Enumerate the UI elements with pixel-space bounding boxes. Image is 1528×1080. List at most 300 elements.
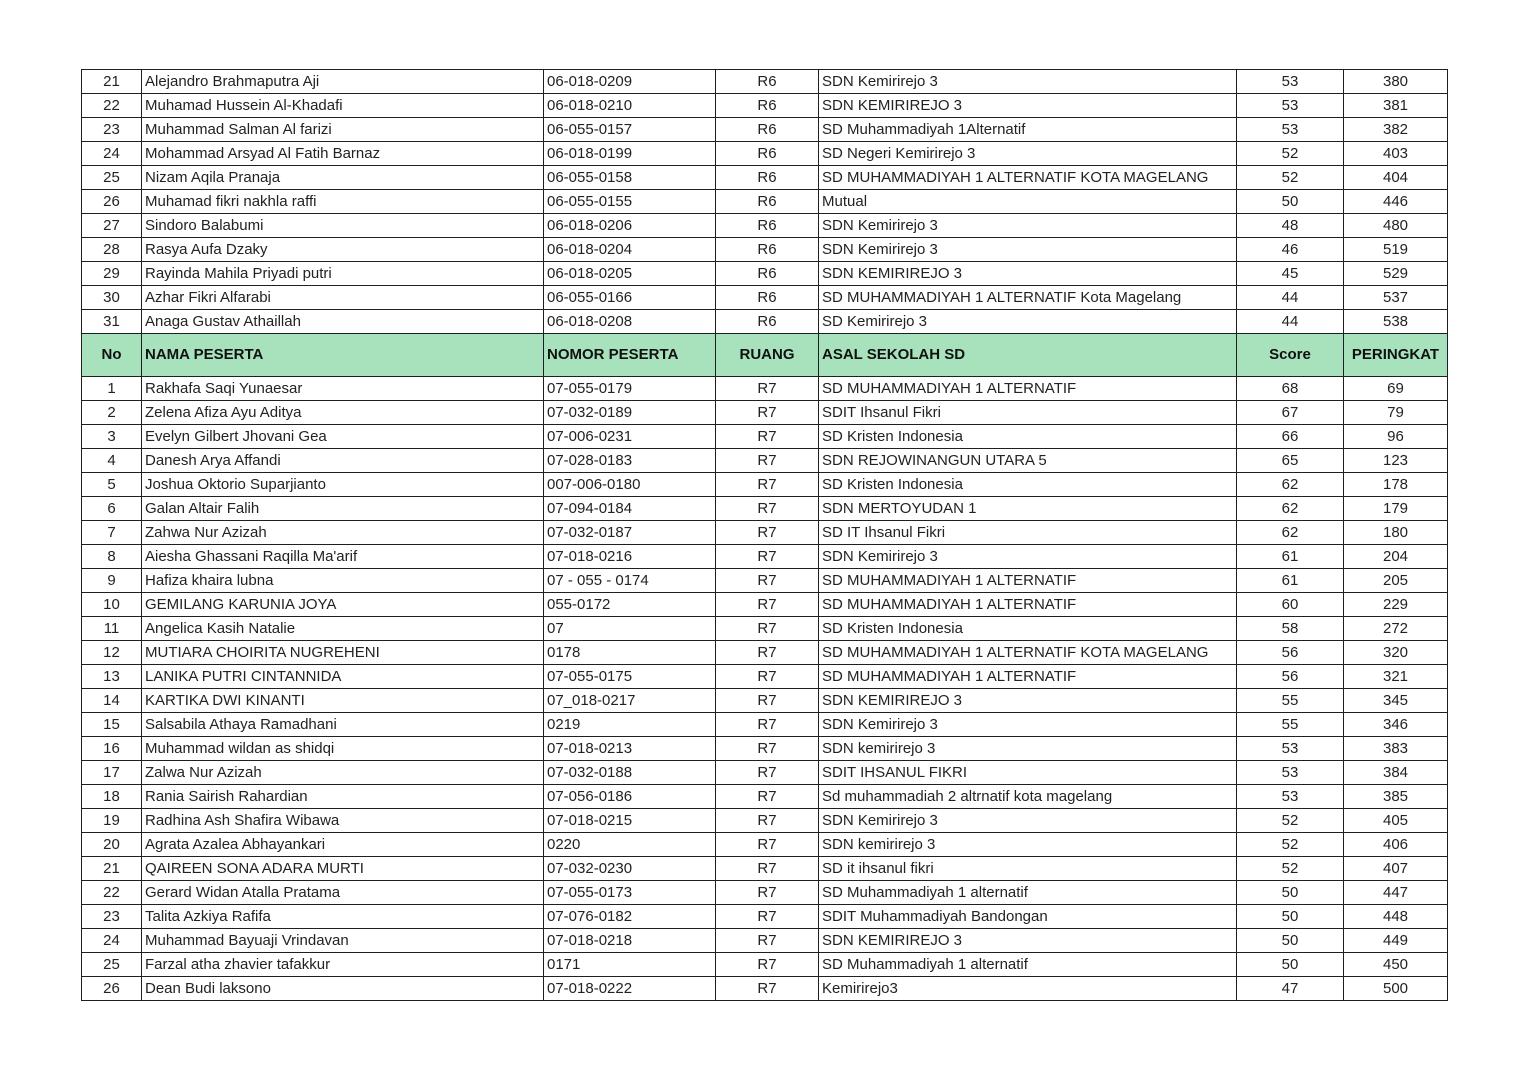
cell-name: Mohammad Arsyad Al Fatih Barnaz	[142, 142, 544, 166]
cell-school: SDN Kemirirejo 3	[819, 713, 1237, 737]
table-row	[82, 593, 1448, 617]
table-row	[82, 190, 1448, 214]
cell-no: 17	[82, 761, 142, 785]
cell-school: SD MUHAMMADIYAH 1 ALTERNATIF Kota Magelang	[819, 286, 1237, 310]
cell-participant-number: 07-018-0222	[544, 977, 716, 1001]
cell-participant-number: 07-055-0175	[544, 665, 716, 689]
cell-rank: 500	[1344, 977, 1448, 1001]
cell-room: R7	[716, 521, 819, 545]
header-no: No	[82, 334, 142, 377]
cell-rank: 69	[1344, 377, 1448, 401]
cell-room: R7	[716, 377, 819, 401]
cell-participant-number: 07-032-0188	[544, 761, 716, 785]
cell-rank: 229	[1344, 593, 1448, 617]
cell-room: R7	[716, 881, 819, 905]
table-row	[82, 617, 1448, 641]
cell-school: SDN KEMIRIREJO 3	[819, 689, 1237, 713]
table-row	[82, 497, 1448, 521]
cell-name: KARTIKA DWI KINANTI	[142, 689, 544, 713]
cell-participant-number: 0219	[544, 713, 716, 737]
cell-room: R6	[716, 310, 819, 334]
cell-school: SD MUHAMMADIYAH 1 ALTERNATIF	[819, 377, 1237, 401]
cell-room: R7	[716, 833, 819, 857]
cell-no: 15	[82, 713, 142, 737]
cell-rank: 382	[1344, 118, 1448, 142]
cell-rank: 405	[1344, 809, 1448, 833]
table-row	[82, 689, 1448, 713]
cell-name: Muhamad Hussein Al-Khadafi	[142, 94, 544, 118]
cell-score: 53	[1237, 118, 1344, 142]
cell-score: 58	[1237, 617, 1344, 641]
room-7-section	[82, 377, 1448, 1001]
cell-school: SDN REJOWINANGUN UTARA 5	[819, 449, 1237, 473]
cell-school: Kemirirejo3	[819, 977, 1237, 1001]
cell-participant-number: 07-018-0218	[544, 929, 716, 953]
results-table	[81, 69, 1448, 1001]
cell-rank: 345	[1344, 689, 1448, 713]
cell-score: 65	[1237, 449, 1344, 473]
cell-name: Alejandro Brahmaputra Aji	[142, 70, 544, 94]
cell-no: 21	[82, 70, 142, 94]
table-row	[82, 641, 1448, 665]
cell-participant-number: 06-018-0205	[544, 262, 716, 286]
cell-name: Muhammad Salman Al farizi	[142, 118, 544, 142]
table-row	[82, 310, 1448, 334]
cell-score: 56	[1237, 665, 1344, 689]
table-row	[82, 785, 1448, 809]
header-school: ASAL SEKOLAH SD	[819, 334, 1237, 377]
cell-no: 12	[82, 641, 142, 665]
cell-room: R7	[716, 953, 819, 977]
cell-no: 2	[82, 401, 142, 425]
cell-room: R7	[716, 473, 819, 497]
cell-school: SDN MERTOYUDAN 1	[819, 497, 1237, 521]
cell-school: SD Kristen Indonesia	[819, 473, 1237, 497]
table-row	[82, 401, 1448, 425]
cell-score: 56	[1237, 641, 1344, 665]
cell-rank: 205	[1344, 569, 1448, 593]
cell-rank: 384	[1344, 761, 1448, 785]
cell-school: SDIT Muhammadiyah Bandongan	[819, 905, 1237, 929]
cell-name: Azhar Fikri Alfarabi	[142, 286, 544, 310]
cell-no: 26	[82, 977, 142, 1001]
cell-rank: 538	[1344, 310, 1448, 334]
cell-score: 47	[1237, 977, 1344, 1001]
cell-no: 25	[82, 166, 142, 190]
cell-room: R7	[716, 425, 819, 449]
cell-room: R6	[716, 286, 819, 310]
cell-room: R7	[716, 449, 819, 473]
cell-rank: 179	[1344, 497, 1448, 521]
cell-rank: 385	[1344, 785, 1448, 809]
cell-score: 44	[1237, 310, 1344, 334]
table-row	[82, 881, 1448, 905]
cell-no: 19	[82, 809, 142, 833]
cell-no: 30	[82, 286, 142, 310]
cell-no: 6	[82, 497, 142, 521]
cell-participant-number: 07	[544, 617, 716, 641]
cell-school: SD Muhammadiyah 1Alternatif	[819, 118, 1237, 142]
cell-school: SD Muhammadiyah 1 alternatif	[819, 881, 1237, 905]
cell-no: 24	[82, 142, 142, 166]
cell-school: SDN Kemirirejo 3	[819, 70, 1237, 94]
cell-school: SD Kemirirejo 3	[819, 310, 1237, 334]
cell-score: 53	[1237, 70, 1344, 94]
cell-rank: 381	[1344, 94, 1448, 118]
cell-participant-number: 07-032-0230	[544, 857, 716, 881]
cell-no: 29	[82, 262, 142, 286]
cell-participant-number: 0220	[544, 833, 716, 857]
cell-room: R7	[716, 713, 819, 737]
cell-name: Farzal atha zhavier tafakkur	[142, 953, 544, 977]
cell-score: 48	[1237, 214, 1344, 238]
cell-room: R7	[716, 545, 819, 569]
cell-school: Sd muhammadiah 2 altrnatif kota magelang	[819, 785, 1237, 809]
cell-name: QAIREEN SONA ADARA MURTI	[142, 857, 544, 881]
cell-room: R7	[716, 809, 819, 833]
cell-rank: 180	[1344, 521, 1448, 545]
cell-room: R7	[716, 569, 819, 593]
cell-room: R7	[716, 401, 819, 425]
table-header	[82, 334, 1448, 377]
cell-school: SDN kemirirejo 3	[819, 833, 1237, 857]
cell-rank: 79	[1344, 401, 1448, 425]
table-row	[82, 761, 1448, 785]
cell-name: LANIKA PUTRI CINTANNIDA	[142, 665, 544, 689]
cell-name: Rania Sairish Rahardian	[142, 785, 544, 809]
table-row	[82, 377, 1448, 401]
cell-room: R7	[716, 785, 819, 809]
table-row	[82, 70, 1448, 94]
cell-school: SD IT Ihsanul Fikri	[819, 521, 1237, 545]
cell-score: 62	[1237, 521, 1344, 545]
cell-rank: 529	[1344, 262, 1448, 286]
table-row	[82, 521, 1448, 545]
cell-no: 14	[82, 689, 142, 713]
cell-score: 50	[1237, 929, 1344, 953]
cell-name: Evelyn Gilbert Jhovani Gea	[142, 425, 544, 449]
cell-no: 7	[82, 521, 142, 545]
cell-school: SDN Kemirirejo 3	[819, 545, 1237, 569]
cell-score: 53	[1237, 761, 1344, 785]
cell-name: Agrata Azalea Abhayankari	[142, 833, 544, 857]
cell-school: SD Negeri Kemirirejo 3	[819, 142, 1237, 166]
table-row	[82, 214, 1448, 238]
header-name: NAMA PESERTA	[142, 334, 544, 377]
cell-school: SD Kristen Indonesia	[819, 425, 1237, 449]
cell-name: Gerard Widan Atalla Pratama	[142, 881, 544, 905]
cell-no: 9	[82, 569, 142, 593]
cell-participant-number: 07-028-0183	[544, 449, 716, 473]
table-row	[82, 929, 1448, 953]
cell-participant-number: 07-018-0213	[544, 737, 716, 761]
cell-room: R6	[716, 94, 819, 118]
cell-participant-number: 07-006-0231	[544, 425, 716, 449]
cell-participant-number: 07-018-0215	[544, 809, 716, 833]
table-row	[82, 545, 1448, 569]
cell-name: MUTIARA CHOIRITA NUGREHENI	[142, 641, 544, 665]
cell-name: Zelena Afiza Ayu Aditya	[142, 401, 544, 425]
cell-participant-number: 055-0172	[544, 593, 716, 617]
cell-no: 26	[82, 190, 142, 214]
cell-name: Angelica Kasih Natalie	[142, 617, 544, 641]
cell-room: R7	[716, 857, 819, 881]
cell-score: 53	[1237, 737, 1344, 761]
cell-room: R7	[716, 497, 819, 521]
cell-no: 11	[82, 617, 142, 641]
header-rank: PERINGKAT	[1344, 334, 1448, 377]
cell-school: SD MUHAMMADIYAH 1 ALTERNATIF KOTA MAGELANG	[819, 641, 1237, 665]
cell-score: 50	[1237, 953, 1344, 977]
cell-rank: 447	[1344, 881, 1448, 905]
cell-no: 21	[82, 857, 142, 881]
cell-rank: 406	[1344, 833, 1448, 857]
cell-participant-number: 07-032-0189	[544, 401, 716, 425]
cell-name: Anaga Gustav Athaillah	[142, 310, 544, 334]
cell-name: Rasya Aufa Dzaky	[142, 238, 544, 262]
cell-score: 61	[1237, 545, 1344, 569]
cell-name: Rayinda Mahila Priyadi putri	[142, 262, 544, 286]
cell-score: 67	[1237, 401, 1344, 425]
cell-room: R7	[716, 905, 819, 929]
table-row	[82, 166, 1448, 190]
cell-no: 8	[82, 545, 142, 569]
cell-participant-number: 07-056-0186	[544, 785, 716, 809]
table-row	[82, 737, 1448, 761]
table-row	[82, 473, 1448, 497]
room-6-section	[82, 70, 1448, 334]
cell-no: 3	[82, 425, 142, 449]
cell-no: 16	[82, 737, 142, 761]
cell-no: 23	[82, 905, 142, 929]
cell-participant-number: 0171	[544, 953, 716, 977]
cell-participant-number: 06-055-0166	[544, 286, 716, 310]
table-row	[82, 94, 1448, 118]
cell-participant-number: 07 - 055 - 0174	[544, 569, 716, 593]
cell-rank: 450	[1344, 953, 1448, 977]
cell-rank: 178	[1344, 473, 1448, 497]
cell-participant-number: 0178	[544, 641, 716, 665]
cell-score: 61	[1237, 569, 1344, 593]
cell-participant-number: 07-076-0182	[544, 905, 716, 929]
cell-room: R7	[716, 593, 819, 617]
cell-no: 24	[82, 929, 142, 953]
cell-participant-number: 07-055-0179	[544, 377, 716, 401]
table-row	[82, 713, 1448, 737]
header-score: Score	[1237, 334, 1344, 377]
cell-name: Dean Budi laksono	[142, 977, 544, 1001]
cell-school: SDN Kemirirejo 3	[819, 214, 1237, 238]
header-row	[82, 334, 1448, 377]
cell-no: 13	[82, 665, 142, 689]
cell-no: 28	[82, 238, 142, 262]
cell-score: 50	[1237, 905, 1344, 929]
cell-room: R6	[716, 238, 819, 262]
cell-room: R7	[716, 929, 819, 953]
cell-rank: 204	[1344, 545, 1448, 569]
cell-school: Mutual	[819, 190, 1237, 214]
cell-rank: 537	[1344, 286, 1448, 310]
cell-school: SD MUHAMMADIYAH 1 ALTERNATIF KOTA MAGELANG	[819, 166, 1237, 190]
cell-room: R6	[716, 190, 819, 214]
cell-rank: 449	[1344, 929, 1448, 953]
cell-school: SD MUHAMMADIYAH 1 ALTERNATIF	[819, 569, 1237, 593]
cell-participant-number: 07-032-0187	[544, 521, 716, 545]
cell-name: Joshua Oktorio Suparjianto	[142, 473, 544, 497]
cell-room: R6	[716, 118, 819, 142]
cell-participant-number: 06-018-0204	[544, 238, 716, 262]
table-row	[82, 857, 1448, 881]
cell-no: 22	[82, 881, 142, 905]
cell-no: 27	[82, 214, 142, 238]
cell-score: 44	[1237, 286, 1344, 310]
cell-room: R7	[716, 737, 819, 761]
cell-participant-number: 06-055-0158	[544, 166, 716, 190]
table-row	[82, 665, 1448, 689]
cell-room: R7	[716, 617, 819, 641]
table-row	[82, 238, 1448, 262]
cell-score: 52	[1237, 166, 1344, 190]
cell-score: 45	[1237, 262, 1344, 286]
table-row	[82, 977, 1448, 1001]
cell-no: 18	[82, 785, 142, 809]
cell-no: 4	[82, 449, 142, 473]
cell-score: 53	[1237, 94, 1344, 118]
cell-room: R7	[716, 761, 819, 785]
cell-score: 66	[1237, 425, 1344, 449]
cell-room: R6	[716, 166, 819, 190]
cell-room: R7	[716, 641, 819, 665]
cell-school: SD MUHAMMADIYAH 1 ALTERNATIF	[819, 665, 1237, 689]
cell-score: 52	[1237, 833, 1344, 857]
cell-room: R7	[716, 977, 819, 1001]
cell-rank: 446	[1344, 190, 1448, 214]
cell-name: Muhammad wildan as shidqi	[142, 737, 544, 761]
cell-score: 52	[1237, 857, 1344, 881]
cell-name: Aiesha Ghassani Raqilla Ma'arif	[142, 545, 544, 569]
cell-participant-number: 06-018-0199	[544, 142, 716, 166]
cell-rank: 448	[1344, 905, 1448, 929]
cell-score: 50	[1237, 190, 1344, 214]
cell-name: Galan Altair Falih	[142, 497, 544, 521]
cell-rank: 380	[1344, 70, 1448, 94]
cell-score: 46	[1237, 238, 1344, 262]
cell-score: 62	[1237, 497, 1344, 521]
cell-room: R6	[716, 70, 819, 94]
cell-rank: 403	[1344, 142, 1448, 166]
cell-rank: 96	[1344, 425, 1448, 449]
header-room: RUANG	[716, 334, 819, 377]
cell-name: Salsabila Athaya Ramadhani	[142, 713, 544, 737]
cell-name: Hafiza khaira lubna	[142, 569, 544, 593]
cell-score: 68	[1237, 377, 1344, 401]
cell-rank: 383	[1344, 737, 1448, 761]
table-row	[82, 833, 1448, 857]
cell-participant-number: 07-018-0216	[544, 545, 716, 569]
cell-school: SD Muhammadiyah 1 alternatif	[819, 953, 1237, 977]
cell-participant-number: 06-055-0157	[544, 118, 716, 142]
cell-school: SDIT IHSANUL FIKRI	[819, 761, 1237, 785]
cell-rank: 407	[1344, 857, 1448, 881]
table-row	[82, 905, 1448, 929]
cell-rank: 480	[1344, 214, 1448, 238]
cell-participant-number: 06-018-0208	[544, 310, 716, 334]
cell-name: Radhina Ash Shafira Wibawa	[142, 809, 544, 833]
table-row	[82, 286, 1448, 310]
table-row	[82, 425, 1448, 449]
cell-score: 60	[1237, 593, 1344, 617]
cell-score: 53	[1237, 785, 1344, 809]
cell-participant-number: 07-055-0173	[544, 881, 716, 905]
cell-room: R7	[716, 689, 819, 713]
cell-school: SD Kristen Indonesia	[819, 617, 1237, 641]
cell-school: SDN Kemirirejo 3	[819, 809, 1237, 833]
cell-school: SD MUHAMMADIYAH 1 ALTERNATIF	[819, 593, 1237, 617]
cell-participant-number: 007-006-0180	[544, 473, 716, 497]
cell-participant-number: 07_018-0217	[544, 689, 716, 713]
cell-name: Zalwa Nur Azizah	[142, 761, 544, 785]
cell-rank: 123	[1344, 449, 1448, 473]
cell-rank: 321	[1344, 665, 1448, 689]
cell-rank: 272	[1344, 617, 1448, 641]
cell-name: Sindoro Balabumi	[142, 214, 544, 238]
cell-participant-number: 07-094-0184	[544, 497, 716, 521]
cell-score: 50	[1237, 881, 1344, 905]
cell-rank: 346	[1344, 713, 1448, 737]
cell-participant-number: 06-018-0209	[544, 70, 716, 94]
table-row	[82, 142, 1448, 166]
cell-name: Muhammad Bayuaji Vrindavan	[142, 929, 544, 953]
cell-room: R6	[716, 214, 819, 238]
cell-score: 52	[1237, 809, 1344, 833]
cell-participant-number: 06-018-0210	[544, 94, 716, 118]
cell-school: SDN Kemirirejo 3	[819, 238, 1237, 262]
cell-room: R6	[716, 142, 819, 166]
table-row	[82, 569, 1448, 593]
cell-no: 20	[82, 833, 142, 857]
cell-name: Nizam Aqila Pranaja	[142, 166, 544, 190]
cell-score: 55	[1237, 713, 1344, 737]
cell-school: SD it ihsanul fikri	[819, 857, 1237, 881]
cell-score: 55	[1237, 689, 1344, 713]
cell-school: SDN KEMIRIREJO 3	[819, 929, 1237, 953]
cell-name: Muhamad fikri nakhla raffi	[142, 190, 544, 214]
cell-name: GEMILANG KARUNIA JOYA	[142, 593, 544, 617]
cell-name: Zahwa Nur Azizah	[142, 521, 544, 545]
cell-participant-number: 06-018-0206	[544, 214, 716, 238]
cell-no: 23	[82, 118, 142, 142]
cell-no: 10	[82, 593, 142, 617]
header-number: NOMOR PESERTA	[544, 334, 716, 377]
cell-school: SDN KEMIRIREJO 3	[819, 94, 1237, 118]
table-row	[82, 953, 1448, 977]
cell-no: 22	[82, 94, 142, 118]
cell-school: SDN kemirirejo 3	[819, 737, 1237, 761]
cell-name: Rakhafa Saqi Yunaesar	[142, 377, 544, 401]
cell-rank: 519	[1344, 238, 1448, 262]
cell-score: 62	[1237, 473, 1344, 497]
cell-name: Danesh Arya Affandi	[142, 449, 544, 473]
cell-name: Talita Azkiya Rafifa	[142, 905, 544, 929]
cell-rank: 320	[1344, 641, 1448, 665]
cell-no: 5	[82, 473, 142, 497]
cell-no: 25	[82, 953, 142, 977]
cell-no: 1	[82, 377, 142, 401]
table-row	[82, 118, 1448, 142]
cell-participant-number: 06-055-0155	[544, 190, 716, 214]
table-row	[82, 449, 1448, 473]
cell-room: R7	[716, 665, 819, 689]
